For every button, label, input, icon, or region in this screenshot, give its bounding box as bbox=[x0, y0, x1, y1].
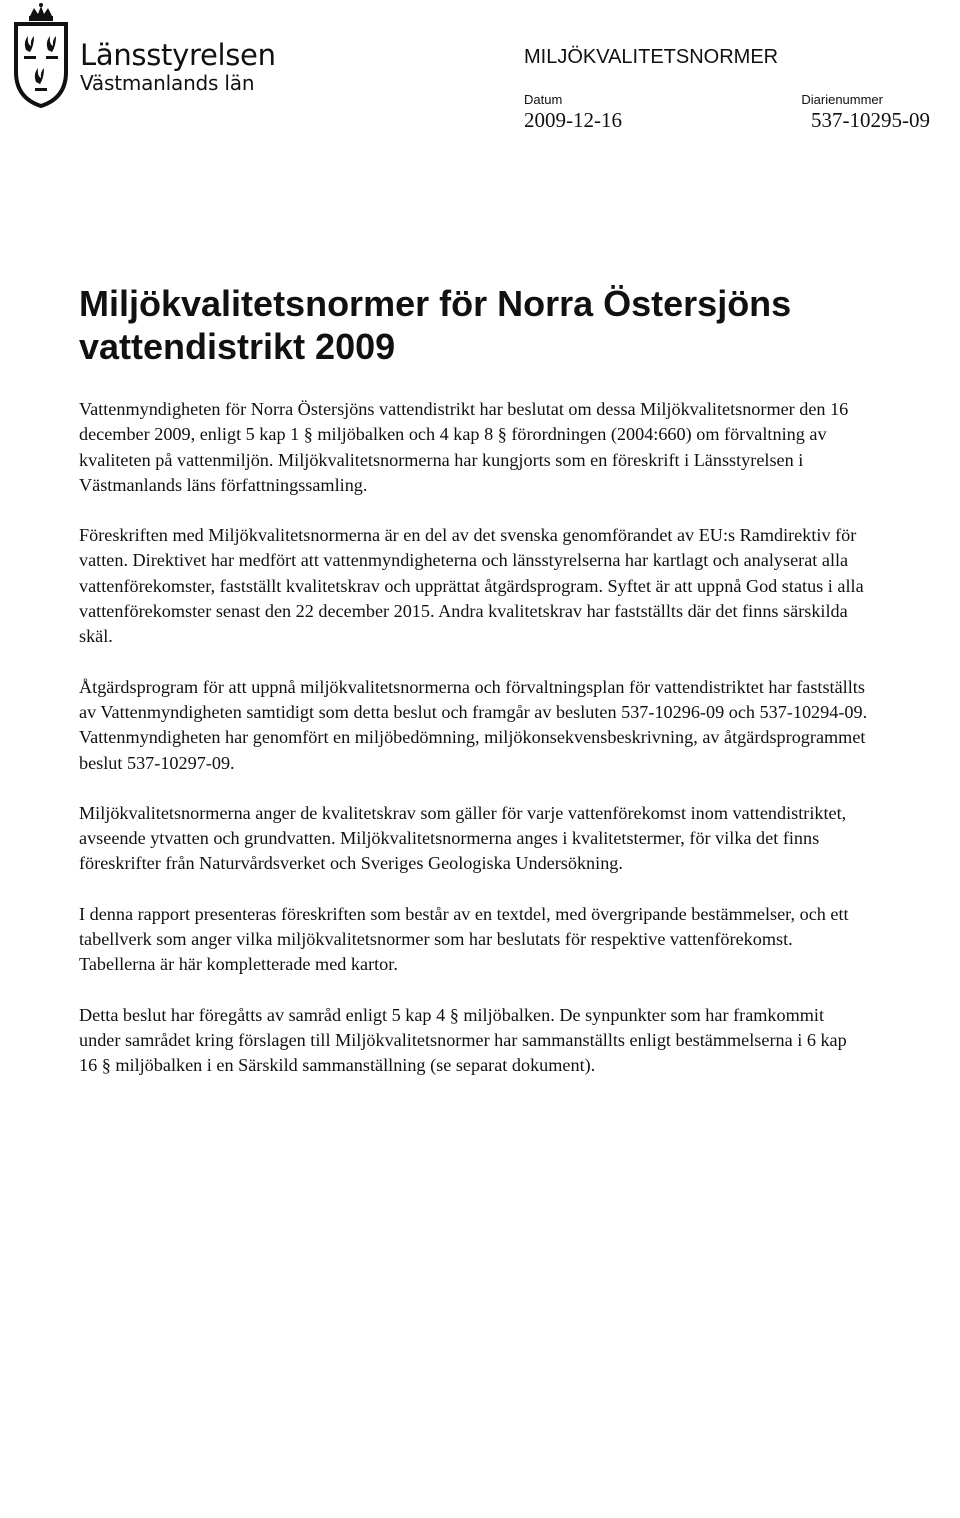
paragraph: Miljökvalitetsnormerna anger de kvalitetskrav som gäller för varje vattenförekomst inom vattendistriktet, avseende ytvatten och grundvatten. Miljökvalitetsnormerna anges i kvalitetstermer, för vilka det finns föreskrifter från Naturvårdsverket och Sveriges Geologiska Undersökning. bbox=[79, 802, 847, 874]
paragraph: Åtgärdsprogram för att uppnå miljökvalitetsnormerna och förvaltningsplan för vattendistriktet har fastställts av Vattenmyndigheten samtidigt som detta beslut och framgår av besluten 537-10296-09 och 537-10294-09. Vattenmyndigheten har genomfört en miljöbedömning, miljökonsekvensbeskrivning, av åtgärdsprogrammet beslut 537-10297-09. bbox=[79, 676, 868, 773]
diary-number-label: Diarienummer bbox=[801, 92, 883, 107]
paragraph: I denna rapport presenteras föreskriften som består av en textdel, med övergripande bestämmelser, och ett tabellverk som anger vilka miljökvalitetsnormer som har beslutats för respektive vattenförekomst. Tabellerna är här kompletterade med kartor. bbox=[79, 903, 849, 975]
paragraph: Föreskriften med Miljökvalitetsnormerna är en del av det svenska genomförandet av EU:s Ramdirektiv för vatten. Direktivet har medfört att vattenmyndigheterna och länsstyrelserna har kartlagt och analyserat alla vattenförekomster, fastställt kvalitetskrav och upprättat åtgärdsprogram. Syftet är att uppnå God status i alla vattenförekomster senast den 22 december 2015. Andra kvalitetskrav har fastställts där det finns särskilda skäl. bbox=[79, 525, 864, 647]
document-type: MILJÖKVALITETSNORMER bbox=[524, 46, 779, 68]
organization-logo bbox=[8, 2, 288, 110]
paragraph: Vattenmyndigheten för Norra Östersjöns vattendistrikt har beslutat om dessa Miljökvalitetsnormer den 16 december 2009, enligt 5 kap 1 § miljöbalken och 4 kap 8 § förordningen (2004:660) om förvaltning av kvaliteten på vattenmiljön. Miljökvalitetsnormerna har kungjorts som en föreskrift i Länsstyrelsen i Västmanlands läns författningssamling. bbox=[79, 399, 849, 495]
date-label: Datum bbox=[524, 92, 563, 107]
document-body bbox=[79, 397, 869, 1104]
document-title: Miljökvalitetsnormer för Norra Östersjöns vattendistrikt 2009 bbox=[79, 283, 792, 367]
organization-county: Västmanlands län bbox=[80, 71, 255, 95]
organization-name: Länsstyrelsen bbox=[80, 38, 276, 72]
paragraph: Detta beslut har föregåtts av samråd enligt 5 kap 4 § miljöbalken. De synpunkter som har framkommit under samrådet kring förslagen till Miljökvalitetsnormer har sammanställts enligt bestämmelserna i 6 kap 16 § miljöbalken i en Särskild sammanställning (se separat dokument). bbox=[79, 1004, 847, 1076]
crest-icon bbox=[10, 2, 72, 108]
diary-number-value: 537-10295-09 bbox=[811, 108, 930, 132]
date-value: 2009-12-16 bbox=[524, 108, 622, 132]
